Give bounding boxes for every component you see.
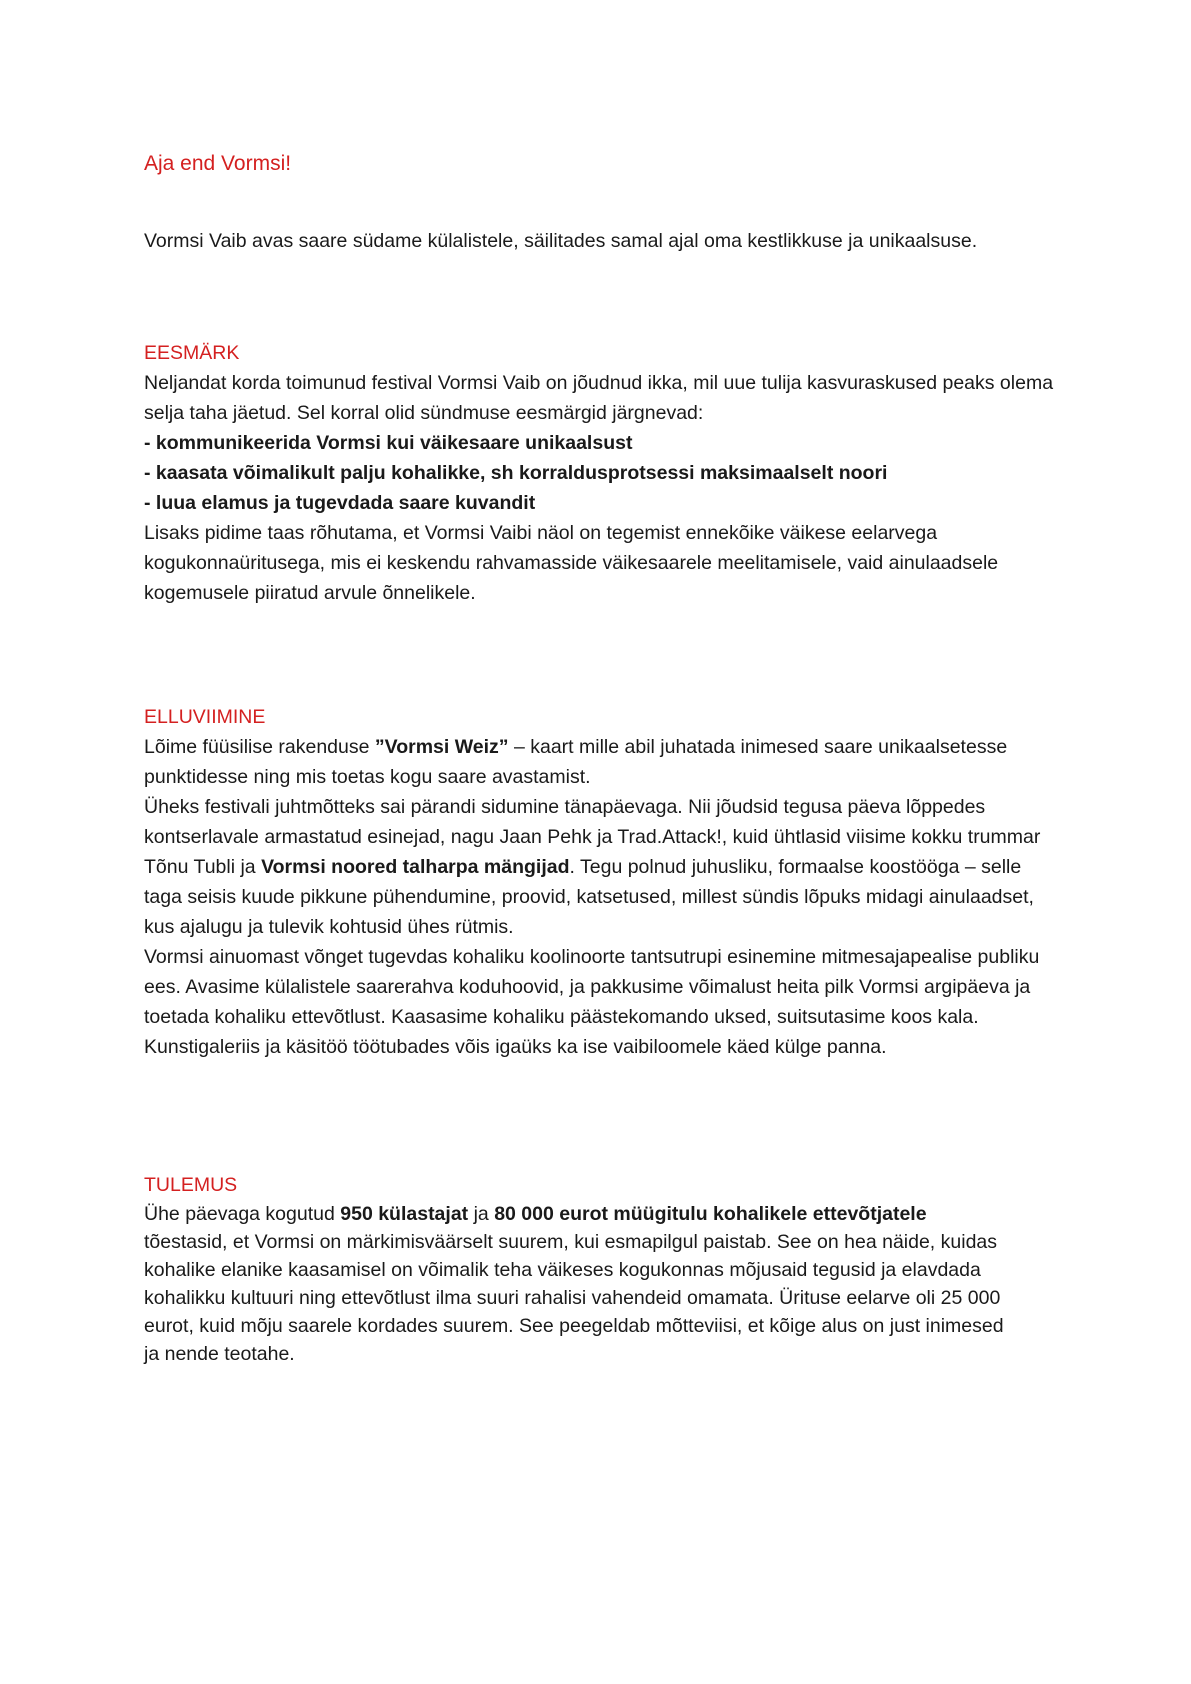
section-tulemus <box>144 1170 1064 1368</box>
text-run: . Tegu polnud juhusliku, formaalse koostööga – selle taga seisis kuude pikkune pühendumine, proovid, katsetused, millest sündis lõpuks midagi ainulaadset, kus ajalugu ja tulevik kohtusid ühes rütmis. <box>144 856 1034 938</box>
goal-item: - kaasata võimalikult palju kohalikke, sh korraldusprotsessi maksimaalselt noori <box>144 462 888 484</box>
goal-item: - kommunikeerida Vormsi kui väikesaare unikaalsust <box>144 432 633 454</box>
elluviimine-paragraph-3: Vormsi ainuomast võnget tugevdas kohaliku koolinoorte tantsutrupi esinemine mitmesajapealise publiku ees. Avasime külalistele saarerahva koduhoovid, ja pakkusime võimalust heita pilk Vormsi argipäeva ja toetada kohaliku ettevõtlust. Kaasasime kohaliku päästekomando uksed, suitsutasime koos kala. Kunstigaleriis ja käsitöö töötubades võis igaüks ka ise vaibiloomele käed külge panna. <box>144 946 1040 1058</box>
text-run: Üheks festivali juhtmõtteks sai pärandi sidumine tänapäevaga. Nii jõudsid tegusa päeva lõppedes kontserlavale armastatud esinejad, nagu Jaan Pehk ja Trad.Attack!, kuid ühtlasid viisime kokku trummar Tõnu Tubli ja <box>144 796 1041 878</box>
bold-performers: Vormsi noored talharpa mängijad <box>261 856 570 878</box>
section-eesmark <box>144 338 1064 608</box>
section-heading-elluviimine: ELLUVIIMINE <box>144 706 266 728</box>
eesmark-lead: Neljandat korda toimunud festival Vormsi Vaib on jõudnud ikka, mil uue tulija kasvuraskused peaks olema selja taha jäetud. Sel korral olid sündmuse eesmärgid järgnevad: <box>144 372 1054 424</box>
section-elluviimine <box>144 702 1064 1062</box>
document-title: Aja end Vormsi! <box>144 152 292 175</box>
goal-item: - luua elamus ja tugevdada saare kuvandit <box>144 492 536 514</box>
elluviimine-paragraph-2 <box>144 792 1064 942</box>
text-run: – kaart mille abil juhatada inimesed saare unikaalsetesse punktidesse ning mis toetas kogu saare avastamist. <box>144 736 1008 788</box>
eesmark-closing: Lisaks pidime taas rõhutama, et Vormsi Vaibi näol on tegemist ennekõike väikese eelarvega kogukonnaüritusega, mis ei keskendu rahvamasside väikesaarele meelitamisele, vaid ainulaadsele kogemusele piiratud arvule õnnelikele. <box>144 522 999 604</box>
text-run: Lõime füüsilise rakenduse <box>144 736 375 758</box>
bold-visitors: 950 külastajat <box>340 1203 469 1225</box>
intro-paragraph: Vormsi Vaib avas saare südame külalistele, säilitades samal ajal oma kestlikkuse ja unikaalsuse. <box>144 230 978 252</box>
text-run: ja <box>468 1203 495 1225</box>
elluviimine-paragraph-1 <box>144 732 1064 792</box>
text-run: Ühe päevaga kogutud <box>144 1203 341 1225</box>
text-run: tõestasid, et Vormsi on märkimisväärselt suurem, kui esmapilgul paistab. See on hea näide, kuidas kohalike elanike kaasamisel on võimalik teha väikeses kogukonnas mõjusaid tegusid ja elavdada kohalikku kultuuri ning ettevõtlust ilma suuri rahalisi vahendeid omamata. Ürituse eelarve oli 25 000 eurot, kuid mõju saarele kordades suurem. See peegeldab mõtteviisi, et kõige alus on just inimesed ja nende teotahe. <box>144 1231 1004 1365</box>
bold-revenue: 80 000 eurot müügitulu kohalikele ettevõtjatele <box>494 1203 927 1225</box>
bold-app-name: ”Vormsi Weiz” <box>374 736 509 758</box>
section-heading-eesmark: EESMÄRK <box>144 342 240 364</box>
tulemus-paragraph <box>144 1200 1004 1368</box>
section-heading-tulemus: TULEMUS <box>144 1174 238 1196</box>
